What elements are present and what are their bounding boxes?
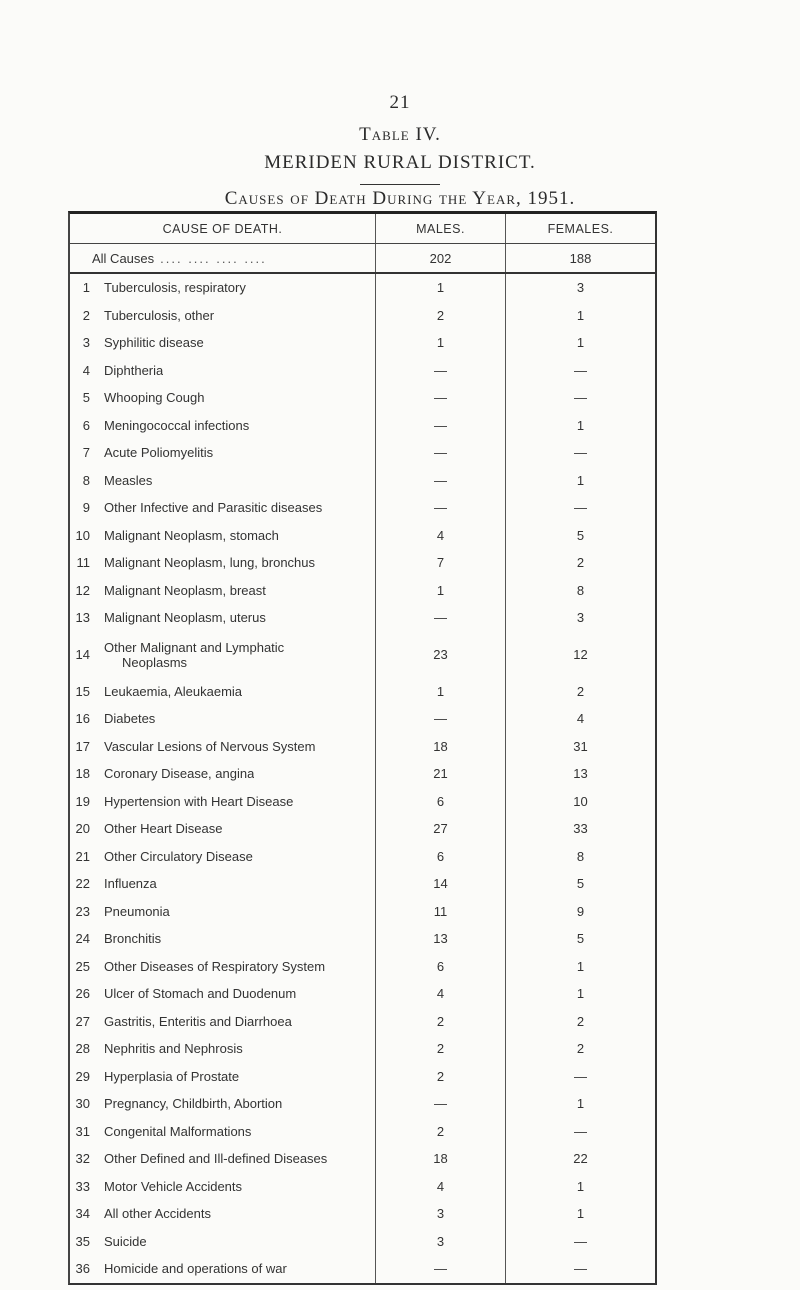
cause-label: Bronchitis	[104, 931, 162, 947]
table-row	[70, 494, 655, 522]
males-cell: 2	[375, 1008, 505, 1036]
males-cell: 7	[375, 549, 505, 577]
cause-label: Other Heart Disease	[104, 821, 223, 837]
row-number: 11	[76, 555, 90, 571]
table-body	[70, 274, 655, 1283]
cause-cell	[70, 760, 375, 788]
males-cell: 27	[375, 815, 505, 843]
row-number: 9	[82, 500, 90, 516]
cause-label: Diabetes	[104, 711, 156, 727]
table-row	[70, 898, 655, 926]
header-males: MALES.	[375, 214, 505, 243]
row-number: 20	[75, 821, 90, 837]
females-cell: 2	[505, 1035, 655, 1063]
row-number: 22	[75, 876, 90, 892]
females-cell: 8	[505, 577, 655, 605]
table-row	[70, 357, 655, 385]
table-row	[70, 632, 655, 678]
males-cell: 4	[375, 1173, 505, 1201]
males-cell: 1	[375, 678, 505, 706]
females-cell: —	[505, 1118, 655, 1146]
males-cell: 3	[375, 1228, 505, 1256]
table-row	[70, 384, 655, 412]
females-cell: 5	[505, 870, 655, 898]
cause-cell	[70, 274, 375, 302]
males-cell: —	[375, 604, 505, 632]
females-cell: 5	[505, 925, 655, 953]
row-number: 36	[75, 1261, 90, 1277]
males-cell: —	[375, 384, 505, 412]
table-subtitle: Causes of Death During the Year, 1951.	[224, 188, 576, 209]
table-row	[70, 1173, 655, 1201]
cause-cell	[70, 357, 375, 385]
table-row	[70, 733, 655, 761]
females-cell: 10	[505, 788, 655, 816]
cause-label: Leukaemia, Aleukaemia	[104, 683, 243, 699]
females-cell: 2	[505, 549, 655, 577]
row-number: 30	[75, 1096, 90, 1112]
females-cell: 12	[505, 632, 655, 678]
cause-cell	[70, 1118, 375, 1146]
header-females: FEMALES.	[505, 214, 655, 243]
cause-label-line2: Neoplasms	[122, 654, 188, 670]
table-row	[70, 577, 655, 605]
cause-label: Vascular Lesions of Nervous System	[104, 738, 316, 754]
cause-label: Whooping Cough	[104, 390, 205, 406]
cause-cell	[70, 494, 375, 522]
table-row	[70, 412, 655, 440]
cause-cell	[70, 439, 375, 467]
males-cell: 13	[375, 925, 505, 953]
row-number: 8	[82, 472, 90, 488]
row-number: 26	[75, 986, 90, 1002]
table-row	[70, 1035, 655, 1063]
males-cell: 4	[375, 980, 505, 1008]
females-cell: 33	[505, 815, 655, 843]
females-cell: 1	[505, 412, 655, 440]
table-row	[70, 1118, 655, 1146]
table-row	[70, 678, 655, 706]
row-number: 19	[75, 793, 90, 809]
row-number: 3	[82, 335, 90, 351]
males-cell: 1	[375, 577, 505, 605]
row-number: 10	[75, 527, 90, 543]
cause-cell	[70, 302, 375, 330]
males-cell: 4	[375, 522, 505, 550]
males-cell: 2	[375, 1035, 505, 1063]
row-number: 12	[75, 582, 90, 598]
cause-label: Hypertension with Heart Disease	[104, 793, 294, 809]
cause-label: Meningococcal infections	[104, 417, 250, 433]
cause-label: Tuberculosis, respiratory	[104, 280, 246, 296]
females-cell: 3	[505, 274, 655, 302]
row-number: 21	[75, 848, 90, 864]
table-row	[70, 788, 655, 816]
cause-cell	[70, 329, 375, 357]
cause-label: All other Accidents	[104, 1206, 211, 1222]
table-row	[70, 925, 655, 953]
cause-cell	[70, 705, 375, 733]
cause-cell	[70, 980, 375, 1008]
males-cell: 3	[375, 1200, 505, 1228]
row-number: 27	[75, 1013, 90, 1029]
males-cell: —	[375, 1255, 505, 1283]
table-row	[70, 980, 655, 1008]
females-cell: 1	[505, 329, 655, 357]
table-row	[70, 1063, 655, 1091]
cause-label: Congenital Malformations	[104, 1123, 252, 1139]
females-cell: 1	[505, 1090, 655, 1118]
header-cause: CAUSE OF DEATH.	[162, 221, 283, 236]
females-cell: 4	[505, 705, 655, 733]
cause-cell	[70, 898, 375, 926]
table-row	[70, 604, 655, 632]
cause-label: Other Infective and Parasitic diseases	[104, 500, 323, 516]
row-number: 32	[75, 1151, 90, 1167]
table-row	[70, 1255, 655, 1283]
cause-label: Other Circulatory Disease	[104, 848, 253, 864]
females-cell: 1	[505, 467, 655, 495]
table-row	[70, 439, 655, 467]
cause-cell	[70, 412, 375, 440]
cause-cell	[70, 467, 375, 495]
cause-label: Homicide and operations of war	[104, 1261, 287, 1277]
females-cell: 13	[505, 760, 655, 788]
row-number: 7	[82, 445, 90, 461]
males-cell: 2	[375, 302, 505, 330]
males-cell: 6	[375, 843, 505, 871]
cause-label-line1: Other Malignant and Lymphatic	[104, 639, 285, 655]
cause-cell	[70, 522, 375, 550]
table-row	[70, 1145, 655, 1173]
cause-label: Pneumonia	[104, 903, 170, 919]
row-number: 34	[75, 1206, 90, 1222]
cause-cell	[70, 1090, 375, 1118]
table-row	[70, 1090, 655, 1118]
males-cell: 2	[375, 1118, 505, 1146]
row-number: 28	[75, 1041, 90, 1057]
cause-label: Hyperplasia of Prostate	[104, 1068, 240, 1084]
row-number: 15	[75, 683, 90, 699]
cause-cell	[70, 678, 375, 706]
row-number: 17	[75, 738, 90, 754]
row-number: 29	[75, 1068, 90, 1084]
cause-label: Malignant Neoplasm, uterus	[104, 610, 266, 626]
males-cell: 14	[375, 870, 505, 898]
females-cell: 2	[505, 1008, 655, 1036]
females-cell: 22	[505, 1145, 655, 1173]
males-cell: —	[375, 1090, 505, 1118]
cause-cell	[70, 1008, 375, 1036]
cause-cell	[70, 1145, 375, 1173]
females-cell: 1	[505, 980, 655, 1008]
table-row	[70, 274, 655, 302]
cause-label: Motor Vehicle Accidents	[104, 1178, 243, 1194]
page-number: 21	[389, 92, 411, 113]
males-cell: 11	[375, 898, 505, 926]
cause-label: Other Diseases of Respiratory System	[104, 958, 326, 974]
cause-label: Suicide	[104, 1233, 147, 1249]
males-cell: —	[375, 439, 505, 467]
females-cell: 1	[505, 302, 655, 330]
table-row	[70, 953, 655, 981]
cause-cell	[70, 1063, 375, 1091]
females-cell: —	[505, 1228, 655, 1256]
table-row	[70, 870, 655, 898]
table-row	[70, 467, 655, 495]
females-cell: —	[505, 439, 655, 467]
district-heading: MERIDEN RURAL DISTRICT.	[264, 152, 536, 173]
cause-label: Syphilitic disease	[104, 335, 204, 351]
males-cell: —	[375, 705, 505, 733]
table-row	[70, 522, 655, 550]
cause-label: Ulcer of Stomach and Duodenum	[104, 986, 297, 1002]
row-number: 5	[82, 390, 90, 406]
row-number: 24	[75, 931, 90, 947]
row-number: 2	[82, 307, 90, 323]
females-cell: 9	[505, 898, 655, 926]
males-cell: 23	[375, 632, 505, 678]
cause-cell	[70, 604, 375, 632]
cause-cell	[70, 843, 375, 871]
cause-label: Acute Poliomyelitis	[104, 445, 214, 461]
table-row	[70, 1008, 655, 1036]
males-cell: 6	[375, 953, 505, 981]
table-row	[70, 760, 655, 788]
males-cell: 21	[375, 760, 505, 788]
heading-divider	[360, 184, 440, 185]
cause-label	[104, 640, 334, 670]
females-cell: —	[505, 384, 655, 412]
row-number: 25	[75, 958, 90, 974]
causes-of-death-table	[68, 211, 657, 1285]
row-number: 14	[75, 647, 90, 662]
cause-cell	[70, 870, 375, 898]
table-row	[70, 329, 655, 357]
cause-label: Gastritis, Enteritis and Diarrhoea	[104, 1013, 292, 1029]
table-title: Table IV.	[359, 124, 441, 145]
cause-cell	[70, 549, 375, 577]
females-cell: —	[505, 1063, 655, 1091]
row-number: 16	[75, 711, 90, 727]
cause-cell	[70, 1173, 375, 1201]
table-row	[70, 843, 655, 871]
all-causes-females: 188	[505, 244, 655, 272]
females-cell: 1	[505, 953, 655, 981]
cause-label: Other Defined and Ill-defined Diseases	[104, 1151, 328, 1167]
cause-cell	[70, 815, 375, 843]
males-cell: 1	[375, 274, 505, 302]
cause-cell	[70, 788, 375, 816]
cause-cell	[70, 1200, 375, 1228]
cause-cell	[70, 925, 375, 953]
males-cell: —	[375, 467, 505, 495]
cause-cell	[70, 1228, 375, 1256]
row-number: 18	[75, 766, 90, 782]
males-cell: 18	[375, 733, 505, 761]
females-cell: 1	[505, 1200, 655, 1228]
females-cell: 8	[505, 843, 655, 871]
cause-label: Malignant Neoplasm, stomach	[104, 527, 279, 543]
table-row	[70, 302, 655, 330]
row-number: 35	[75, 1233, 90, 1249]
row-number: 4	[82, 362, 90, 378]
females-cell: 31	[505, 733, 655, 761]
row-number: 33	[75, 1178, 90, 1194]
table-row	[70, 1228, 655, 1256]
cause-label: Diphtheria	[104, 362, 164, 378]
cause-label: Malignant Neoplasm, lung, bronchus	[104, 555, 316, 571]
cause-label: Measles	[104, 472, 153, 488]
table-header-row	[70, 214, 655, 244]
cause-label: Nephritis and Nephrosis	[104, 1041, 243, 1057]
males-cell: 18	[375, 1145, 505, 1173]
table-row	[70, 549, 655, 577]
cause-label: Tuberculosis, other	[104, 307, 215, 323]
leader-dots: .... .... .... ....	[160, 250, 267, 266]
females-cell: —	[505, 357, 655, 385]
males-cell: —	[375, 412, 505, 440]
males-cell: —	[375, 357, 505, 385]
females-cell: —	[505, 1255, 655, 1283]
all-causes-row	[70, 244, 655, 274]
cause-cell	[70, 384, 375, 412]
row-number: 6	[82, 417, 90, 433]
table-row	[70, 815, 655, 843]
cause-label: Coronary Disease, angina	[104, 766, 255, 782]
cause-cell	[70, 733, 375, 761]
all-causes-label: All Causes	[92, 250, 155, 266]
cause-label: Malignant Neoplasm, breast	[104, 582, 266, 598]
cause-cell	[70, 577, 375, 605]
cause-cell	[70, 632, 375, 678]
row-number: 23	[75, 903, 90, 919]
all-causes-males: 202	[375, 244, 505, 272]
males-cell: —	[375, 494, 505, 522]
row-number: 31	[75, 1123, 90, 1139]
table-row	[70, 1200, 655, 1228]
males-cell: 1	[375, 329, 505, 357]
cause-label: Influenza	[104, 876, 157, 892]
females-cell: —	[505, 494, 655, 522]
females-cell: 5	[505, 522, 655, 550]
females-cell: 1	[505, 1173, 655, 1201]
females-cell: 3	[505, 604, 655, 632]
males-cell: 2	[375, 1063, 505, 1091]
females-cell: 2	[505, 678, 655, 706]
row-number: 13	[75, 610, 90, 626]
cause-label: Pregnancy, Childbirth, Abortion	[104, 1096, 283, 1112]
table-row	[70, 705, 655, 733]
cause-cell	[70, 1035, 375, 1063]
males-cell: 6	[375, 788, 505, 816]
row-number: 1	[82, 280, 90, 296]
cause-cell	[70, 953, 375, 981]
cause-cell	[70, 1255, 375, 1283]
